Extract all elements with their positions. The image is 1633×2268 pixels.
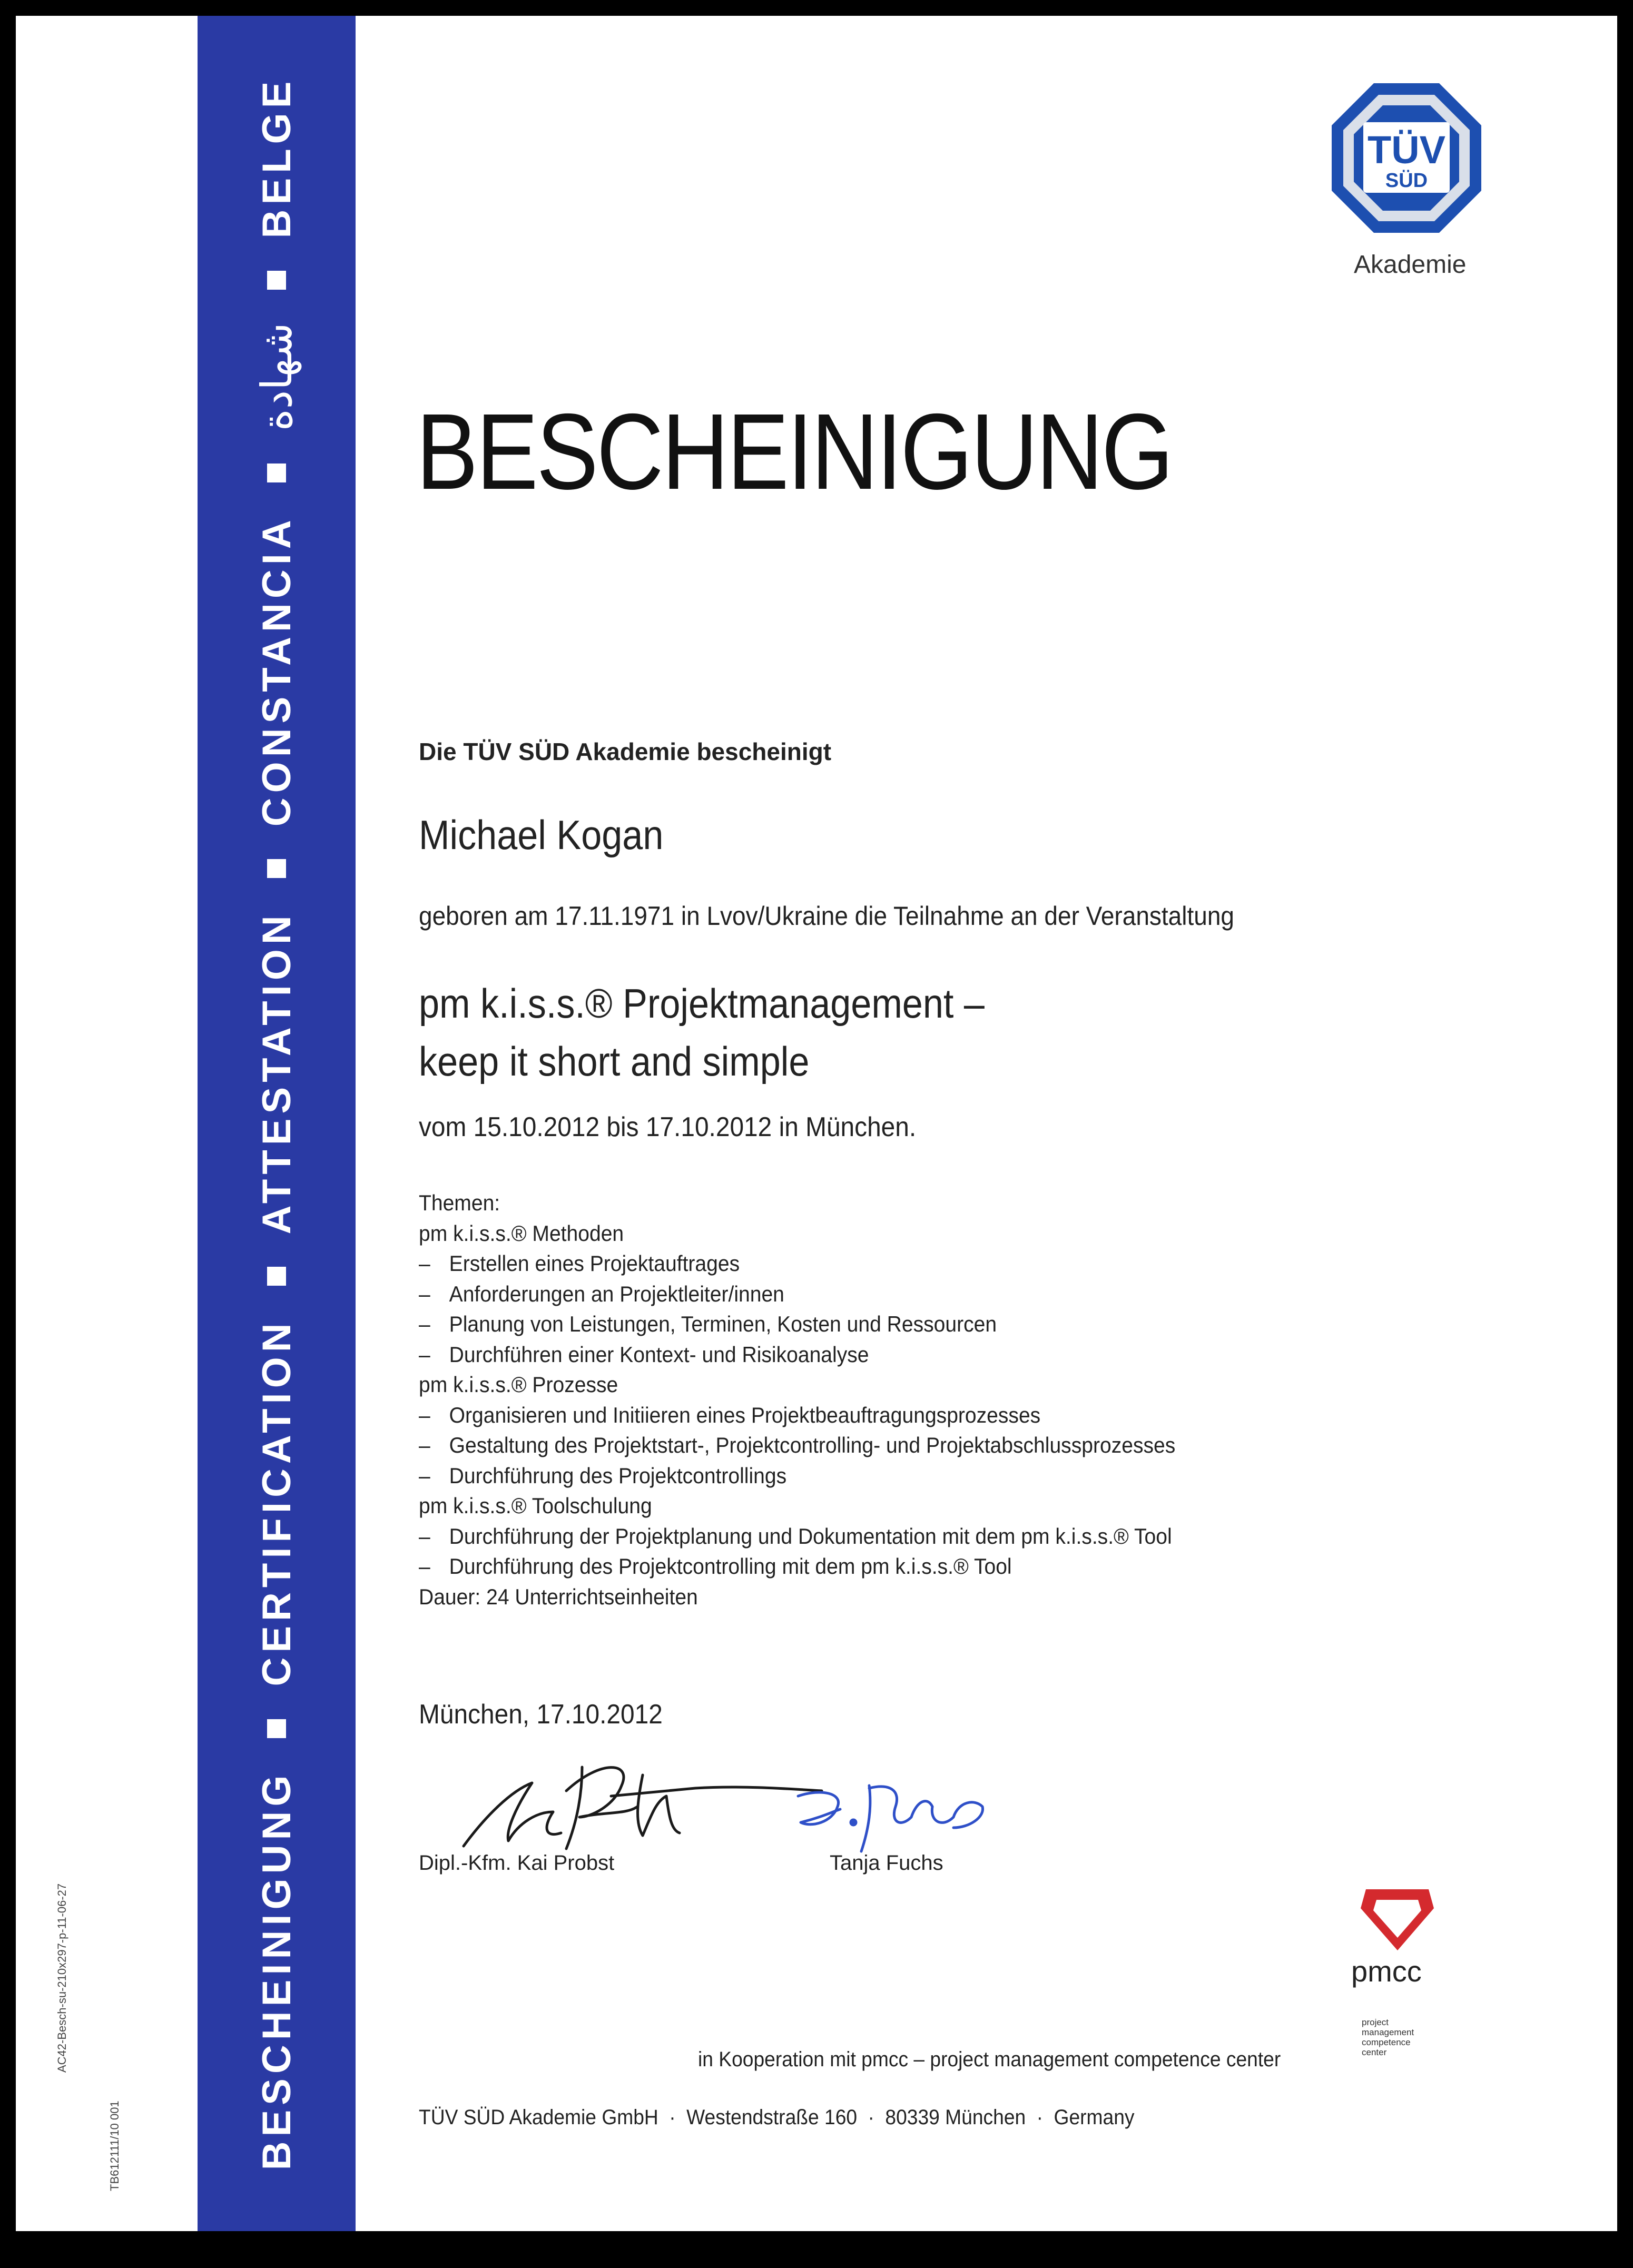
topic-item: – Organisieren und Initiieren eines Projektbeauftragungsprozesses [419, 1400, 1175, 1431]
address-country: Germany [1054, 2106, 1135, 2129]
page-title: BESCHEINIGUNG [416, 391, 1172, 512]
signatory-1: Dipl.-Kfm. Kai Probst [419, 1851, 615, 1875]
pmcc-sub-line: center [1362, 2047, 1387, 2057]
sidebar-word-attestation: ATTESTATION [254, 911, 299, 1235]
course-dates: vom 15.10.2012 bis 17.10.2012 in München. [419, 1112, 917, 1142]
topic-group: pm k.i.s.s.® Toolschulung [419, 1493, 652, 1518]
cooperation-note: in Kooperation mit pmcc – project management competence center [698, 2048, 1281, 2071]
topic-group: pm k.i.s.s.® Prozesse [419, 1372, 618, 1397]
pmcc-sub-line: management [1362, 2027, 1414, 2037]
sidebar-word-arabic: شهادة [252, 322, 301, 431]
logo-text-sud: SÜD [1385, 170, 1428, 192]
topic-item: – Gestaltung des Projektstart-, Projektcontrolling- und Projektabschlussprozesses [419, 1430, 1175, 1461]
sidebar-vertical-text [198, 16, 356, 2231]
topic-item: – Planung von Leistungen, Terminen, Kosten und Ressourcen [419, 1309, 1175, 1339]
pmcc-subtitle [1362, 2017, 1414, 2057]
pmcc-sub-line: project [1362, 2017, 1389, 2027]
square-bullet-icon [267, 1267, 286, 1286]
course-duration: Dauer: 24 Unterrichtseinheiten [419, 1584, 698, 1609]
participant-name: Michael Kogan [419, 812, 664, 858]
address-separator: · [669, 2106, 676, 2129]
pmcc-logo-icon [1356, 1883, 1438, 1954]
birth-info: geboren am 17.11.1971 in Lvov/Ukraine die Teilnahme an der Veranstaltung [419, 901, 1235, 931]
topic-item: – Durchführung des Projektcontrollings [419, 1461, 1175, 1491]
topic-group: pm k.i.s.s.® Methoden [419, 1220, 624, 1246]
form-code-1: AC42-Besch-su-210x297-p-11-06-27 [55, 1883, 68, 2073]
pmcc-sub-line: competence [1362, 2037, 1411, 2047]
topics-heading: Themen: [419, 1190, 500, 1215]
sidebar-word-bescheinigung: BESCHEINIGUNG [254, 1770, 299, 2171]
topic-item: – Erstellen eines Projektauftrages [419, 1248, 1175, 1279]
topic-item: – Durchführen einer Kontext- und Risikoanalyse [419, 1339, 1175, 1370]
form-code-2: TB612111/10 001 [108, 2101, 121, 2191]
address-company: TÜV SÜD Akademie GmbH [419, 2106, 658, 2129]
address-separator: · [868, 2106, 874, 2129]
course-title-line-1: pm k.i.s.s.® Projektmanagement – [419, 980, 985, 1027]
pmcc-name: pmcc [1351, 1955, 1422, 1988]
square-bullet-icon [267, 1719, 286, 1738]
logo-text-tuv: TÜV [1368, 128, 1445, 172]
address-separator: · [1036, 2106, 1044, 2129]
sidebar-word-belge: BELGE [254, 76, 299, 239]
intro-text: Die TÜV SÜD Akademie bescheinigt [419, 738, 832, 765]
topic-item: – Durchführung der Projektplanung und Dokumentation mit dem pm k.i.s.s.® Tool [419, 1521, 1175, 1552]
topic-item: – Durchführung des Projektcontrolling mit dem pm k.i.s.s.® Tool [419, 1551, 1175, 1582]
course-title [419, 974, 985, 1090]
footer-address [419, 2106, 1135, 2129]
topic-item: – Anforderungen an Projektleiter/innen [419, 1279, 1175, 1309]
address-street: Westendstraße 160 [686, 2106, 858, 2129]
course-title-line-2: keep it short and simple [419, 1038, 810, 1084]
sidebar-word-constancia: CONSTANCIA [254, 515, 299, 827]
signatures-icon [453, 1738, 1011, 1865]
square-bullet-icon [267, 859, 286, 878]
tuv-sud-logo-icon [1327, 79, 1486, 237]
address-city: 80339 München [885, 2106, 1026, 2129]
signatory-2: Tanja Fuchs [830, 1851, 943, 1875]
square-bullet-icon [267, 271, 286, 290]
square-bullet-icon [267, 464, 286, 482]
logo-caption: Akademie [1354, 251, 1467, 279]
sidebar-word-certification: CERTIFICATION [254, 1318, 299, 1687]
topics-list [419, 1188, 1175, 1612]
place-and-date: München, 17.10.2012 [419, 1699, 663, 1730]
form-codes [42, 1883, 179, 2191]
